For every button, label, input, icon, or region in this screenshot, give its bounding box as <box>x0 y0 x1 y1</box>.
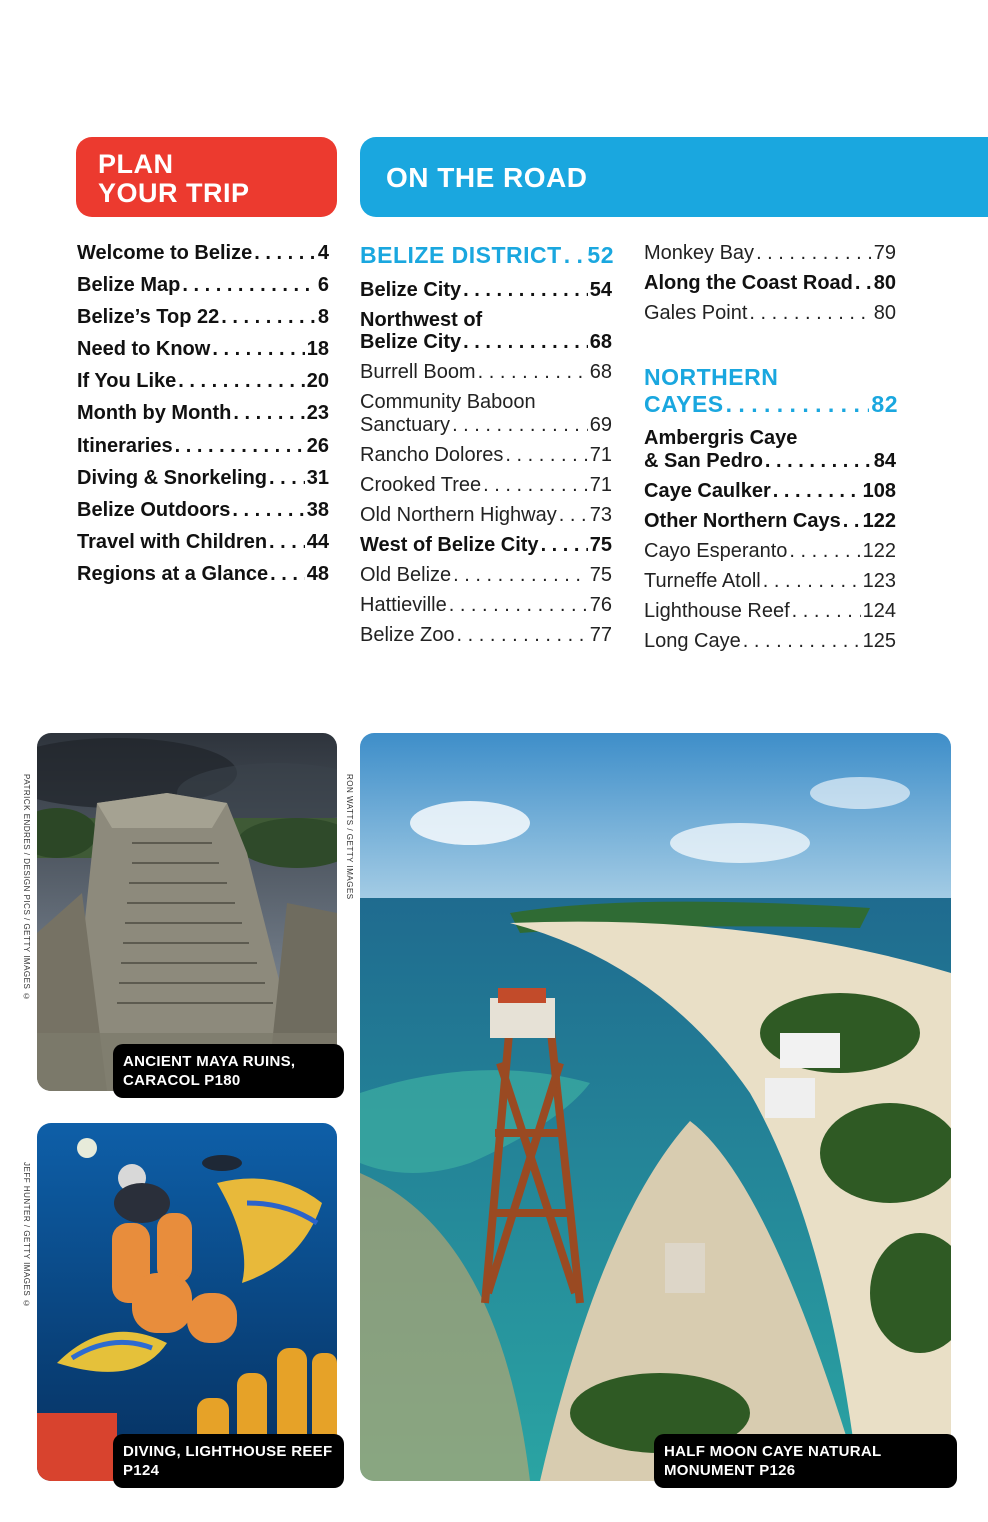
toc-entry[interactable]: Cayo Esperanto . . . 122 <box>644 540 896 563</box>
photo-maya-ruins <box>37 733 337 1091</box>
toc-entry[interactable]: Hattieville . . . 76 <box>360 594 612 617</box>
toc-district-belize[interactable]: BELIZE DISTRICT . . . 52 <box>360 242 614 269</box>
toc-entry-line1: Community Baboon <box>360 391 536 413</box>
caption-lighthouse-line1: HALF MOON CAYE NATURAL <box>664 1443 882 1460</box>
toc-entry[interactable]: Other Northern Cays . . . 122 <box>644 510 896 533</box>
toc-entry[interactable]: West of Belize City . . . 75 <box>360 534 612 557</box>
toc-entry[interactable]: Month by Month . . . 23 <box>77 402 329 425</box>
toc-entry[interactable]: & San Pedro . . . 84 <box>644 450 896 473</box>
plan-your-trip-header <box>76 137 337 217</box>
toc-entry[interactable]: Belize Outdoors . . . 38 <box>77 499 329 522</box>
toc-entry[interactable]: Rancho Dolores . . . 71 <box>360 444 612 467</box>
toc-entry[interactable]: Gales Point . . . 80 <box>644 302 896 325</box>
caption-diving <box>113 1434 344 1488</box>
toc-entry[interactable]: Sanctuary . . . 69 <box>360 414 612 437</box>
toc-entry[interactable]: Diving & Snorkeling . . . 31 <box>77 467 329 490</box>
toc-entry-line1: Ambergris Caye <box>644 427 798 449</box>
toc-entry[interactable]: If You Like . . . 20 <box>77 370 329 393</box>
toc-entry[interactable]: Burrell Boom . . . 68 <box>360 361 612 384</box>
photo-lighthouse <box>360 733 951 1481</box>
on-the-road-header <box>360 137 988 217</box>
toc-district-line1: NORTHERN <box>644 364 779 390</box>
caption-maya-line1: ANCIENT MAYA RUINS, <box>123 1053 296 1070</box>
toc-entry[interactable]: Travel with Children . . . 44 <box>77 531 329 554</box>
caption-diving-line1: DIVING, LIGHTHOUSE REEF <box>123 1443 333 1460</box>
toc-entry[interactable]: Along the Coast Road . . . 80 <box>644 272 896 295</box>
caption-lighthouse-line2: MONUMENT P126 <box>664 1462 796 1479</box>
photo-credit-ruins: PATRICK ENDRES / DESIGN PICS / GETTY IMAGES © <box>22 774 31 1002</box>
toc-entry[interactable]: Welcome to Belize . . . 4 <box>77 242 329 265</box>
toc-entry[interactable]: Caye Caulker . . . 108 <box>644 480 896 503</box>
toc-entry[interactable]: Belize City . . . 54 <box>360 279 612 302</box>
toc-entry[interactable]: Old Belize . . . 75 <box>360 564 612 587</box>
toc-entry[interactable]: Long Caye . . . 125 <box>644 630 896 653</box>
plan-header-line2: YOUR TRIP <box>98 178 250 208</box>
toc-entry[interactable]: Regions at a Glance . . . 48 <box>77 563 329 586</box>
toc-entry[interactable]: Old Northern Highway . . . 73 <box>360 504 612 527</box>
toc-entry[interactable]: Itineraries . . . 26 <box>77 435 329 458</box>
toc-entry[interactable]: Monkey Bay . . . 79 <box>644 242 896 265</box>
toc-district-northern-cayes[interactable]: CAYES . . . 82 <box>644 391 898 418</box>
plan-header-line1: PLAN <box>98 149 174 179</box>
toc-entry[interactable]: Belize City . . . 68 <box>360 331 612 354</box>
road-header-title: ON THE ROAD <box>386 162 588 193</box>
toc-entry[interactable]: Crooked Tree . . . 71 <box>360 474 612 497</box>
toc-entry[interactable]: Turneffe Atoll . . . 123 <box>644 570 896 593</box>
toc-entry[interactable]: Belize Zoo . . . 77 <box>360 624 612 647</box>
photo-credit-diving: JEFF HUNTER / GETTY IMAGES © <box>22 1162 31 1309</box>
toc-entry[interactable]: Belize’s Top 22 . . . 8 <box>77 306 329 329</box>
caption-maya-line2: CARACOL P180 <box>123 1072 241 1089</box>
toc-entry[interactable]: Belize Map . . . 6 <box>77 274 329 297</box>
caption-diving-line2: P124 <box>123 1462 160 1479</box>
toc-entry-line1: Northwest of <box>360 309 483 331</box>
toc-entry[interactable]: Lighthouse Reef . . . 124 <box>644 600 896 623</box>
photo-credit-lighthouse: RON WATTS / GETTY IMAGES <box>345 774 354 900</box>
photo-diving <box>37 1123 337 1481</box>
toc-entry[interactable]: Need to Know . . . 18 <box>77 338 329 361</box>
caption-maya-ruins <box>113 1044 344 1098</box>
caption-lighthouse <box>654 1434 957 1488</box>
